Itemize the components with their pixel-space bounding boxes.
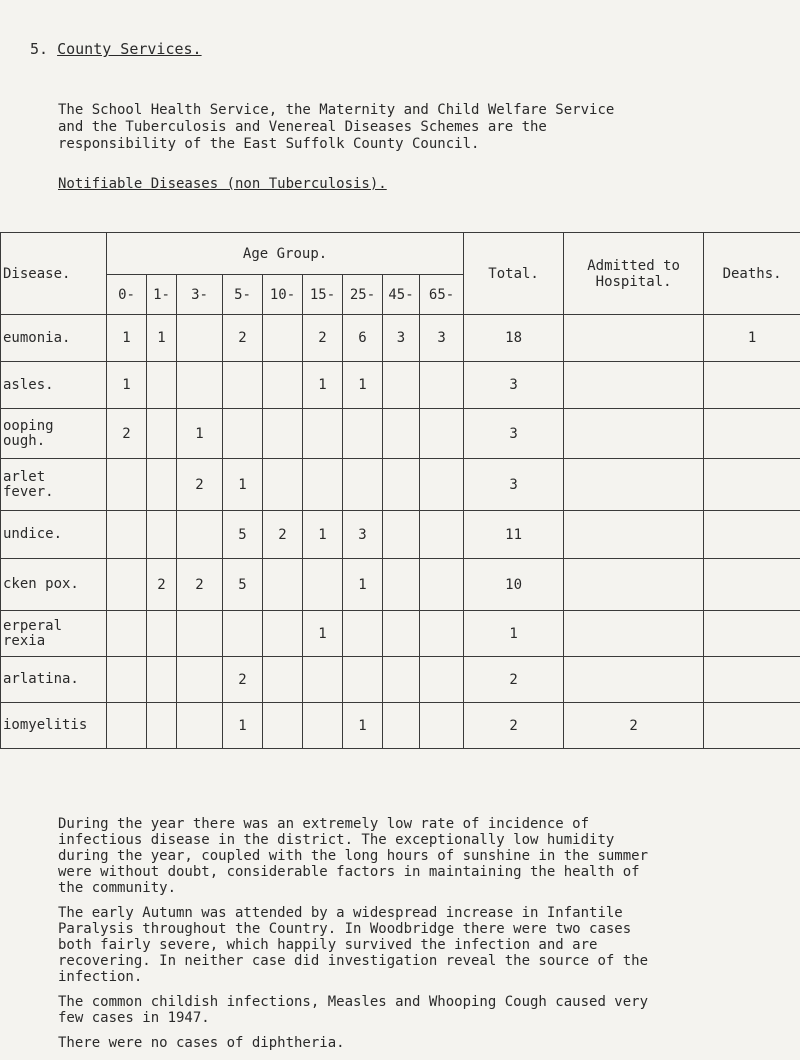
table-row [1, 611, 800, 657]
age-count-cell [223, 362, 263, 409]
disease-name: arlatina. [1, 657, 107, 703]
total-cell: 18 [464, 315, 564, 362]
disease-name: cken pox. [1, 559, 107, 611]
admitted-cell [564, 459, 704, 511]
age-count-cell: 5 [223, 511, 263, 559]
admitted-cell [564, 511, 704, 559]
age-count-cell [303, 559, 343, 611]
age-count-cell [420, 459, 464, 511]
age-count-cell [383, 703, 420, 749]
age-count-cell [420, 611, 464, 657]
age-count-cell [420, 703, 464, 749]
age-count-cell [177, 611, 223, 657]
total-header: Total. [464, 233, 564, 315]
age-count-cell: 1 [223, 459, 263, 511]
admitted-cell [564, 362, 704, 409]
age-count-cell [263, 657, 303, 703]
disease-header: Disease. [1, 233, 107, 315]
age-count-cell: 2 [177, 559, 223, 611]
age-band-header: 15- [303, 275, 343, 315]
age-count-cell: 2 [303, 315, 343, 362]
age-count-cell: 1 [303, 611, 343, 657]
age-count-cell [223, 611, 263, 657]
age-count-cell [343, 611, 383, 657]
age-count-cell [420, 362, 464, 409]
table-row [1, 559, 800, 611]
table-row [1, 657, 800, 703]
age-count-cell: 2 [147, 559, 177, 611]
admitted-cell [564, 559, 704, 611]
total-cell: 10 [464, 559, 564, 611]
total-cell: 11 [464, 511, 564, 559]
age-count-cell [383, 409, 420, 459]
table-subheading: Notifiable Diseases (non Tuberculosis). [58, 176, 387, 192]
age-count-cell [147, 657, 177, 703]
age-count-cell: 1 [303, 362, 343, 409]
deaths-cell [704, 703, 800, 749]
deaths-cell [704, 362, 800, 409]
admitted-cell [564, 611, 704, 657]
total-cell: 1 [464, 611, 564, 657]
total-cell: 2 [464, 703, 564, 749]
age-count-cell: 1 [343, 362, 383, 409]
age-count-cell: 2 [223, 315, 263, 362]
age-count-cell [420, 657, 464, 703]
deaths-header: Deaths. [704, 233, 800, 315]
age-count-cell: 2 [223, 657, 263, 703]
age-count-cell: 6 [343, 315, 383, 362]
deaths-cell [704, 657, 800, 703]
age-count-cell: 1 [303, 511, 343, 559]
total-cell: 3 [464, 459, 564, 511]
age-count-cell [177, 362, 223, 409]
age-count-cell: 1 [343, 559, 383, 611]
age-count-cell [343, 409, 383, 459]
age-count-cell: 3 [383, 315, 420, 362]
intro-paragraph: The School Health Service, the Maternity and Child Welfare Service and the Tuberculosis and Venereal Diseases Schemes are the responsibility of the East Suffolk County Council. [58, 102, 793, 153]
admitted-cell [564, 315, 704, 362]
disease-name: arlet fever. [1, 459, 107, 511]
disease-name: eumonia. [1, 315, 107, 362]
total-cell: 3 [464, 362, 564, 409]
age-count-cell: 1 [107, 362, 147, 409]
age-count-cell [263, 703, 303, 749]
age-count-cell [303, 657, 343, 703]
section-heading [30, 40, 202, 58]
age-count-cell [383, 362, 420, 409]
section-number: 5. [30, 40, 48, 58]
age-count-cell [303, 459, 343, 511]
deaths-cell [704, 409, 800, 459]
age-count-cell [107, 657, 147, 703]
table-row [1, 315, 800, 362]
admitted-cell [564, 409, 704, 459]
age-count-cell [107, 611, 147, 657]
age-count-cell [263, 315, 303, 362]
age-count-cell [147, 409, 177, 459]
age-count-cell [383, 657, 420, 703]
admitted-header: Admitted to Hospital. [564, 233, 704, 315]
table-row [1, 703, 800, 749]
age-count-cell [303, 409, 343, 459]
disease-name: iomyelitis [1, 703, 107, 749]
age-band-header: 65- [420, 275, 464, 315]
age-count-cell [263, 409, 303, 459]
age-count-cell: 2 [177, 459, 223, 511]
age-group-header: Age Group. [107, 233, 464, 275]
age-band-header: 10- [263, 275, 303, 315]
age-count-cell [263, 559, 303, 611]
commentary-paragraph: The early Autumn was attended by a widespread increase in Infantile Paralysis throughout the Country. In Woodbridge there were two cases both fairly severe, which happily survived the infection and are recovering. In neither case did investigation reveal the source of the infection. [58, 905, 798, 985]
deaths-cell [704, 511, 800, 559]
age-count-cell [107, 459, 147, 511]
age-count-cell [420, 409, 464, 459]
table-row [1, 511, 800, 559]
deaths-cell [704, 559, 800, 611]
age-count-cell: 1 [107, 315, 147, 362]
age-count-cell [383, 459, 420, 511]
age-count-cell [383, 611, 420, 657]
deaths-cell: 1 [704, 315, 800, 362]
commentary-paragraph: During the year there was an extremely low rate of incidence of infectious disease in the district. The exceptionally low humidity during the year, coupled with the long hours of sunshine in the summer were without doubt, considerable factors in maintaining the health of the community. [58, 816, 798, 896]
age-count-cell: 1 [147, 315, 177, 362]
age-count-cell [383, 511, 420, 559]
age-band-header: 45- [383, 275, 420, 315]
table-row [1, 409, 800, 459]
age-band-header: 5- [223, 275, 263, 315]
age-count-cell [147, 459, 177, 511]
age-band-header: 0- [107, 275, 147, 315]
age-count-cell: 3 [420, 315, 464, 362]
age-count-cell: 5 [223, 559, 263, 611]
age-count-cell [263, 611, 303, 657]
age-count-cell [343, 657, 383, 703]
deaths-cell [704, 611, 800, 657]
age-band-header: 25- [343, 275, 383, 315]
age-count-cell [147, 362, 177, 409]
age-count-cell [223, 409, 263, 459]
disease-name: erperal rexia [1, 611, 107, 657]
table-body [1, 315, 800, 749]
age-count-cell [177, 315, 223, 362]
table-row [1, 459, 800, 511]
age-count-cell [343, 459, 383, 511]
disease-name: asles. [1, 362, 107, 409]
age-count-cell [177, 511, 223, 559]
age-count-cell [107, 703, 147, 749]
age-count-cell [147, 511, 177, 559]
age-count-cell [177, 703, 223, 749]
age-band-header: 1- [147, 275, 177, 315]
age-count-cell [263, 362, 303, 409]
age-count-cell [420, 511, 464, 559]
age-count-cell [107, 511, 147, 559]
age-count-cell [147, 703, 177, 749]
commentary-paragraph: There were no cases of diphtheria. [58, 1035, 798, 1051]
age-count-cell [383, 559, 420, 611]
age-count-cell [303, 703, 343, 749]
deaths-cell [704, 459, 800, 511]
admitted-cell: 2 [564, 703, 704, 749]
total-cell: 3 [464, 409, 564, 459]
age-count-cell [177, 657, 223, 703]
age-count-cell: 2 [107, 409, 147, 459]
commentary [58, 816, 798, 1060]
commentary-paragraph: The common childish infections, Measles and Whooping Cough caused very few cases in 1947. [58, 994, 798, 1026]
age-count-cell: 1 [177, 409, 223, 459]
age-count-cell [147, 611, 177, 657]
age-count-cell: 1 [343, 703, 383, 749]
age-count-cell [263, 459, 303, 511]
age-count-cell [420, 559, 464, 611]
table-row [1, 362, 800, 409]
disease-name: ooping ough. [1, 409, 107, 459]
age-count-cell: 1 [223, 703, 263, 749]
age-band-header: 3- [177, 275, 223, 315]
notifiable-diseases-table [0, 232, 800, 749]
age-count-cell: 2 [263, 511, 303, 559]
section-title: County Services. [57, 40, 202, 58]
disease-name: undice. [1, 511, 107, 559]
age-count-cell: 3 [343, 511, 383, 559]
total-cell: 2 [464, 657, 564, 703]
age-count-cell [107, 559, 147, 611]
admitted-cell [564, 657, 704, 703]
